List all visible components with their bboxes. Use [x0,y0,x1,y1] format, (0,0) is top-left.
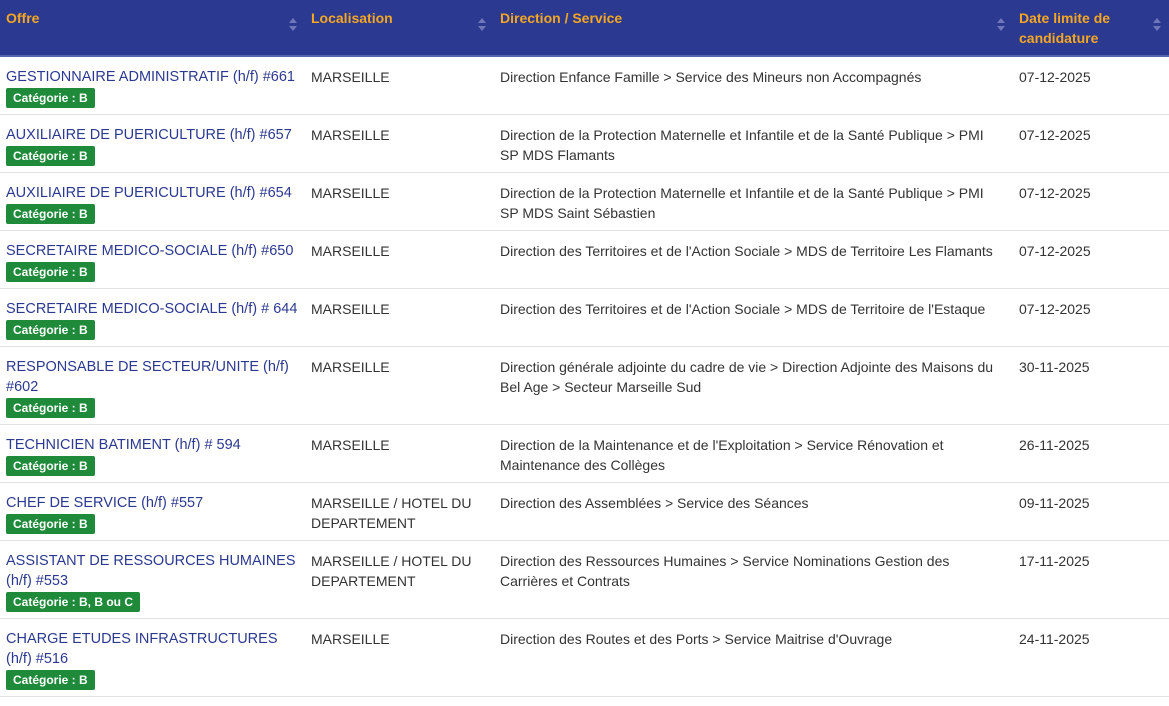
direction-service-cell: Direction de la Protection Maternelle et Infantile et de la Santé Publique > PMI SP MDS Saint Sébastien [494,173,1013,231]
location-cell: MARSEILLE [305,173,494,231]
category-badge: Catégorie : B [6,88,95,108]
category-badge: Catégorie : B [6,670,95,690]
deadline-date-cell: 30-11-2025 [1013,347,1169,425]
sort-icon[interactable] [997,18,1005,34]
table-row [0,483,1169,541]
offer-title-link[interactable]: CHARGE ETUDES INFRASTRUCTURES (h/f) #516 [6,631,278,667]
offer-cell [0,619,305,697]
offer-title-link[interactable]: RESPONSABLE DE SECTEUR/UNITE (h/f) #602 [6,359,289,395]
location-cell: MARSEILLE [305,56,494,115]
sort-icon[interactable] [478,18,486,34]
table-row [0,619,1169,697]
direction-service-cell: Direction des Territoires et de l'Action Sociale > MDS de Territoire Les Flamants [494,231,1013,289]
header-row [0,0,1169,56]
offer-cell [0,56,305,115]
offer-title-link[interactable]: GESTIONNAIRE ADMINISTRATIF (h/f) #661 [6,69,295,85]
location-cell: MARSEILLE [305,425,494,483]
deadline-date-cell: 07-12-2025 [1013,115,1169,173]
location-cell: MARSEILLE [305,347,494,425]
header-date[interactable] [1013,0,1169,56]
offer-cell [0,115,305,173]
location-cell: MARSEILLE / HOTEL DU DEPARTEMENT [305,541,494,619]
deadline-date-cell: 09-11-2025 [1013,483,1169,541]
offer-title-link[interactable]: AUXILIAIRE DE PUERICULTURE (h/f) #654 [6,185,292,201]
category-badge: Catégorie : B [6,204,95,224]
location-cell: MARSEILLE [305,115,494,173]
table-row [0,115,1169,173]
direction-service-cell: Direction des Assemblées > Service des Séances [494,483,1013,541]
offer-title-link[interactable]: AUXILIAIRE DE PUERICULTURE (h/f) #657 [6,127,292,143]
offer-cell [0,173,305,231]
header-direction[interactable] [494,0,1013,56]
header-date-label: Date limite de candidature [1019,10,1111,46]
table-row [0,173,1169,231]
direction-service-cell: Direction de la Protection Maternelle et Infantile et de la Santé Publique > PMI SP MDS Flamants [494,115,1013,173]
offer-title-link[interactable]: ASSISTANT DE RESSOURCES HUMAINES (h/f) #553 [6,553,296,589]
offer-cell [0,347,305,425]
header-localisation[interactable] [305,0,494,56]
direction-service-cell: Direction de la Maintenance et de l'Exploitation > Service Rénovation et Maintenance des Collèges [494,425,1013,483]
location-cell: MARSEILLE [305,231,494,289]
header-offre-label: Offre [6,10,40,26]
table-row [0,56,1169,115]
direction-service-cell: Direction des Ressources Humaines > Service Nominations Gestion des Carrières et Contrats [494,541,1013,619]
header-direction-label: Direction / Service [500,10,623,26]
offer-title-link[interactable]: SECRETAIRE MEDICO-SOCIALE (h/f) # 644 [6,301,298,317]
location-cell: MARSEILLE / HOTEL DU DEPARTEMENT [305,483,494,541]
header-offre[interactable] [0,0,305,56]
category-badge: Catégorie : B [6,262,95,282]
offer-cell [0,425,305,483]
table-body [0,56,1169,697]
offer-title-link[interactable]: TECHNICIEN BATIMENT (h/f) # 594 [6,437,241,453]
deadline-date-cell: 07-12-2025 [1013,289,1169,347]
header-localisation-label: Localisation [311,10,393,26]
sort-icon[interactable] [1153,18,1161,34]
category-badge: Catégorie : B [6,146,95,166]
deadline-date-cell: 07-12-2025 [1013,173,1169,231]
direction-service-cell: Direction générale adjointe du cadre de vie > Direction Adjointe des Maisons du Bel Age > Secteur Marseille Sud [494,347,1013,425]
sort-icon[interactable] [289,18,297,34]
offer-title-link[interactable]: SECRETAIRE MEDICO-SOCIALE (h/f) #650 [6,243,294,259]
direction-service-cell: Direction des Routes et des Ports > Service Maitrise d'Ouvrage [494,619,1013,697]
category-badge: Catégorie : B [6,398,95,418]
category-badge: Catégorie : B [6,514,95,534]
table-row [0,347,1169,425]
category-badge: Catégorie : B, B ou C [6,592,140,612]
table-header [0,0,1169,56]
deadline-date-cell: 24-11-2025 [1013,619,1169,697]
category-badge: Catégorie : B [6,456,95,476]
offer-cell [0,231,305,289]
table-row [0,231,1169,289]
offer-title-link[interactable]: CHEF DE SERVICE (h/f) #557 [6,495,204,511]
offer-cell [0,483,305,541]
table-row [0,425,1169,483]
table-row [0,541,1169,619]
offer-cell [0,289,305,347]
deadline-date-cell: 07-12-2025 [1013,56,1169,115]
direction-service-cell: Direction Enfance Famille > Service des Mineurs non Accompagnés [494,56,1013,115]
table-row [0,289,1169,347]
location-cell: MARSEILLE [305,289,494,347]
direction-service-cell: Direction des Territoires et de l'Action Sociale > MDS de Territoire de l'Estaque [494,289,1013,347]
location-cell: MARSEILLE [305,619,494,697]
deadline-date-cell: 17-11-2025 [1013,541,1169,619]
deadline-date-cell: 07-12-2025 [1013,231,1169,289]
category-badge: Catégorie : B [6,320,95,340]
deadline-date-cell: 26-11-2025 [1013,425,1169,483]
offer-cell [0,541,305,619]
